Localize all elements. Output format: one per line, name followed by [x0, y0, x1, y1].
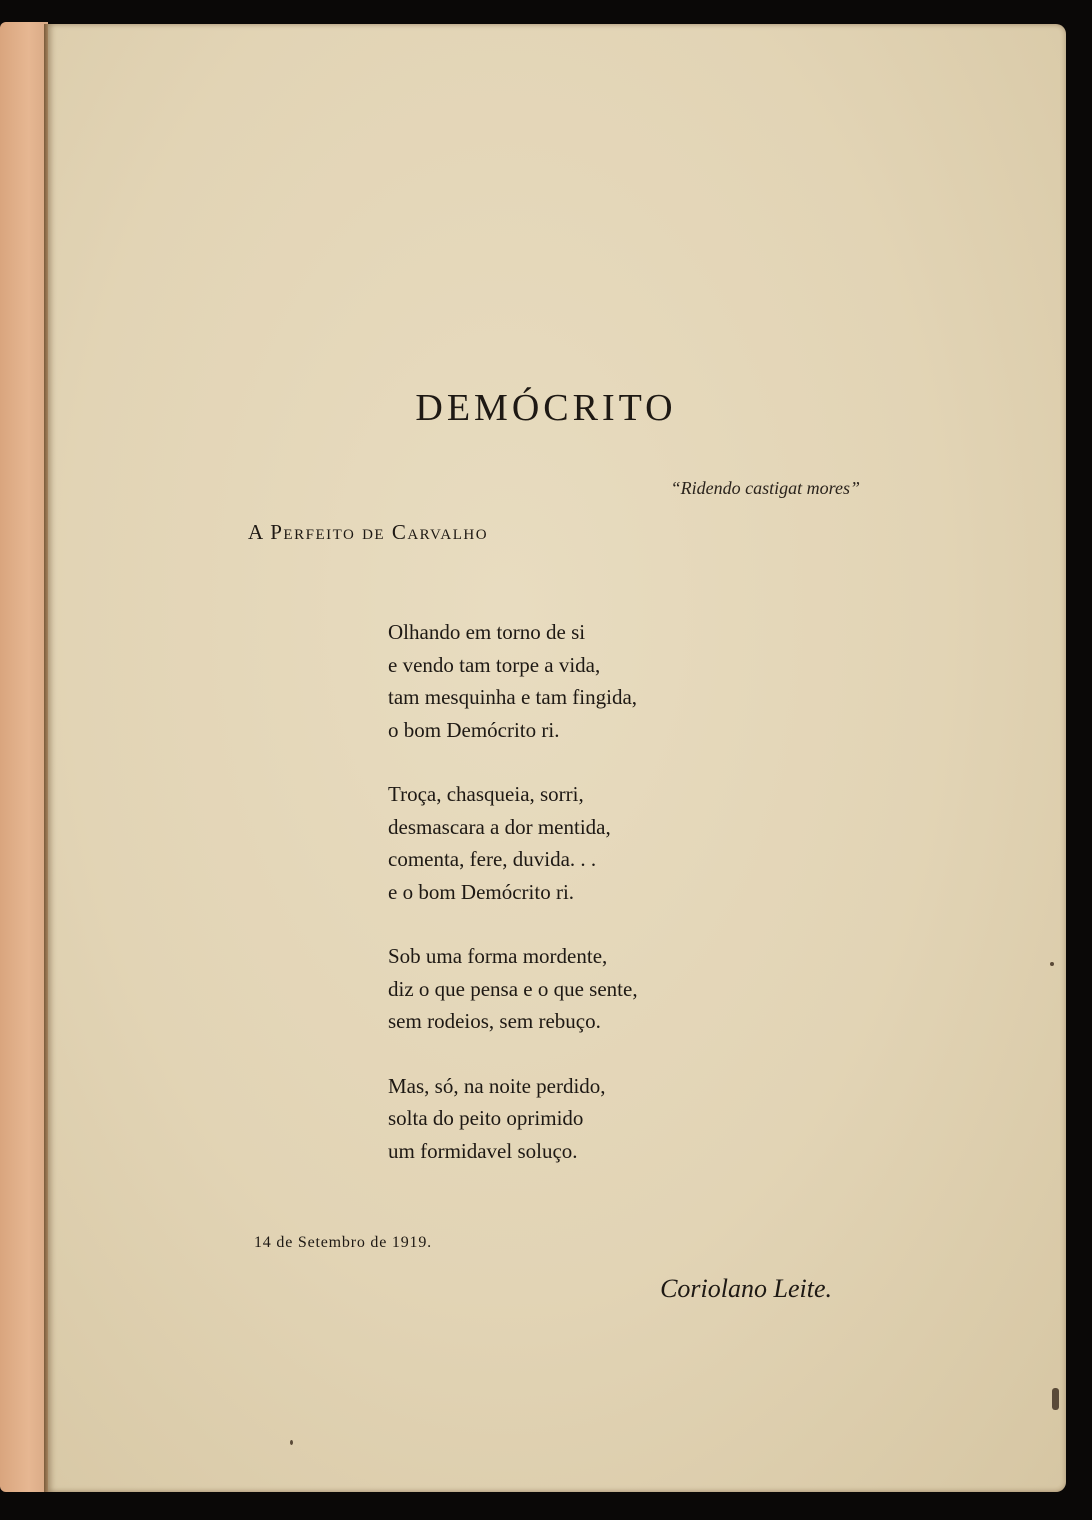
poem-line: desmascara a dor mentida, [388, 814, 611, 839]
poem-line: comenta, fere, duvida. . . [388, 847, 597, 871]
paper-speck [290, 1440, 293, 1445]
poem-line: Mas, só, na noite perdido, [388, 1073, 606, 1098]
poem-line: Troça, chasqueia, sorri, [388, 782, 584, 806]
paper-speck [1050, 962, 1054, 966]
poem-line: diz o que pensa e o que sente, [388, 976, 638, 1001]
poem-line: e vendo tam torpe a vida, [388, 652, 601, 677]
stanza-1 [388, 616, 638, 746]
poem-line: sem rodeios, sem rebuço. [388, 1009, 601, 1033]
stanza-2 [388, 778, 638, 908]
poem-title: DEMÓCRITO [415, 387, 677, 429]
poem-line: e o bom Demócrito ri. [388, 879, 575, 904]
poem-line: um formidavel soluço. [388, 1138, 578, 1163]
paper-stain [1052, 1388, 1059, 1410]
previous-page-edge [0, 22, 48, 1492]
poem-line: tam mesquinha e tam fingida, [388, 685, 638, 709]
poem-line: solta do peito oprimido [388, 1106, 584, 1130]
stanza-4 [388, 1070, 638, 1168]
poem-line: Sob uma forma mordente, [388, 944, 608, 968]
poem-line: Olhando em torno de si [388, 620, 586, 644]
poem-date: 14 de Setembro de 1919. [254, 1234, 432, 1251]
author-signature: Coriolano Leite. [660, 1274, 832, 1303]
poem-body [388, 616, 638, 1199]
dedication: A Perfeito de Carvalho [248, 520, 489, 544]
epigraph: “Ridendo castigat mores” [670, 478, 860, 498]
poem-line: o bom Demócrito ri. [388, 717, 560, 742]
stanza-3 [388, 940, 638, 1038]
